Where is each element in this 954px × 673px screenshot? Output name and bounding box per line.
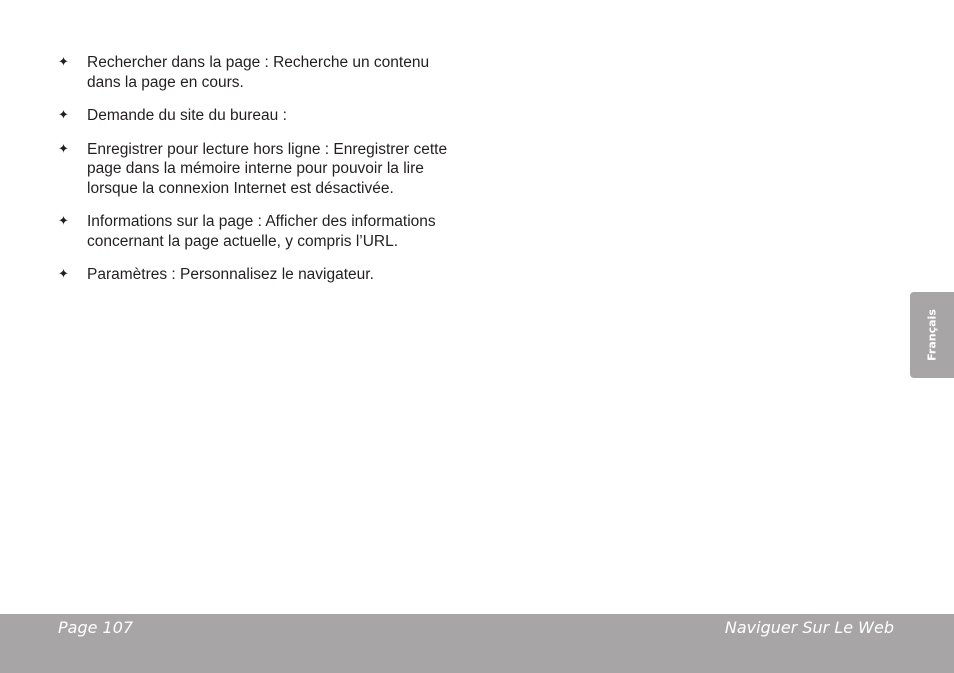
section-title: Naviguer Sur Le Web: [724, 618, 894, 637]
bullet-star-icon: ✦: [58, 214, 69, 229]
list-item-text-line: Enregistrer pour lecture hors ligne : Enregistrer cette: [87, 140, 448, 158]
main-content: [58, 53, 478, 299]
bullet-star-icon: ✦: [58, 55, 69, 70]
list-item-text-line: Rechercher dans la page : Recherche un contenu: [87, 54, 430, 71]
list-item-text-line: Informations sur la page : Afficher des informations: [87, 213, 436, 230]
language-tab-label: Français: [925, 309, 939, 361]
list-item-settings: [58, 265, 478, 285]
bullet-list: [58, 53, 478, 285]
bullet-star-icon: ✦: [58, 141, 69, 157]
list-item-save-offline: [58, 140, 478, 199]
list-item-text-line: Demande du site du bureau :: [87, 107, 287, 124]
list-item-text-line: Paramètres : Personnalisez le navigateur.: [87, 266, 374, 283]
list-item-search-page: [58, 53, 478, 92]
bullet-star-icon: ✦: [58, 267, 69, 282]
list-item-desktop-site: [58, 106, 478, 126]
bullet-star-icon: ✦: [58, 108, 69, 123]
page-footer: [0, 614, 954, 673]
list-item-page-info: [58, 212, 478, 251]
list-item-text-line: concernant la page actuelle, y compris l’URL.: [87, 232, 399, 250]
list-item-text-line: dans la page en cours.: [87, 73, 244, 91]
language-tab: [910, 292, 954, 378]
list-item-text-line: page dans la mémoire interne pour pouvoir la lire: [87, 160, 424, 177]
page-number: Page 107: [58, 618, 134, 637]
list-item-text-line: lorsque la connexion Internet est désactivée.: [87, 179, 394, 197]
